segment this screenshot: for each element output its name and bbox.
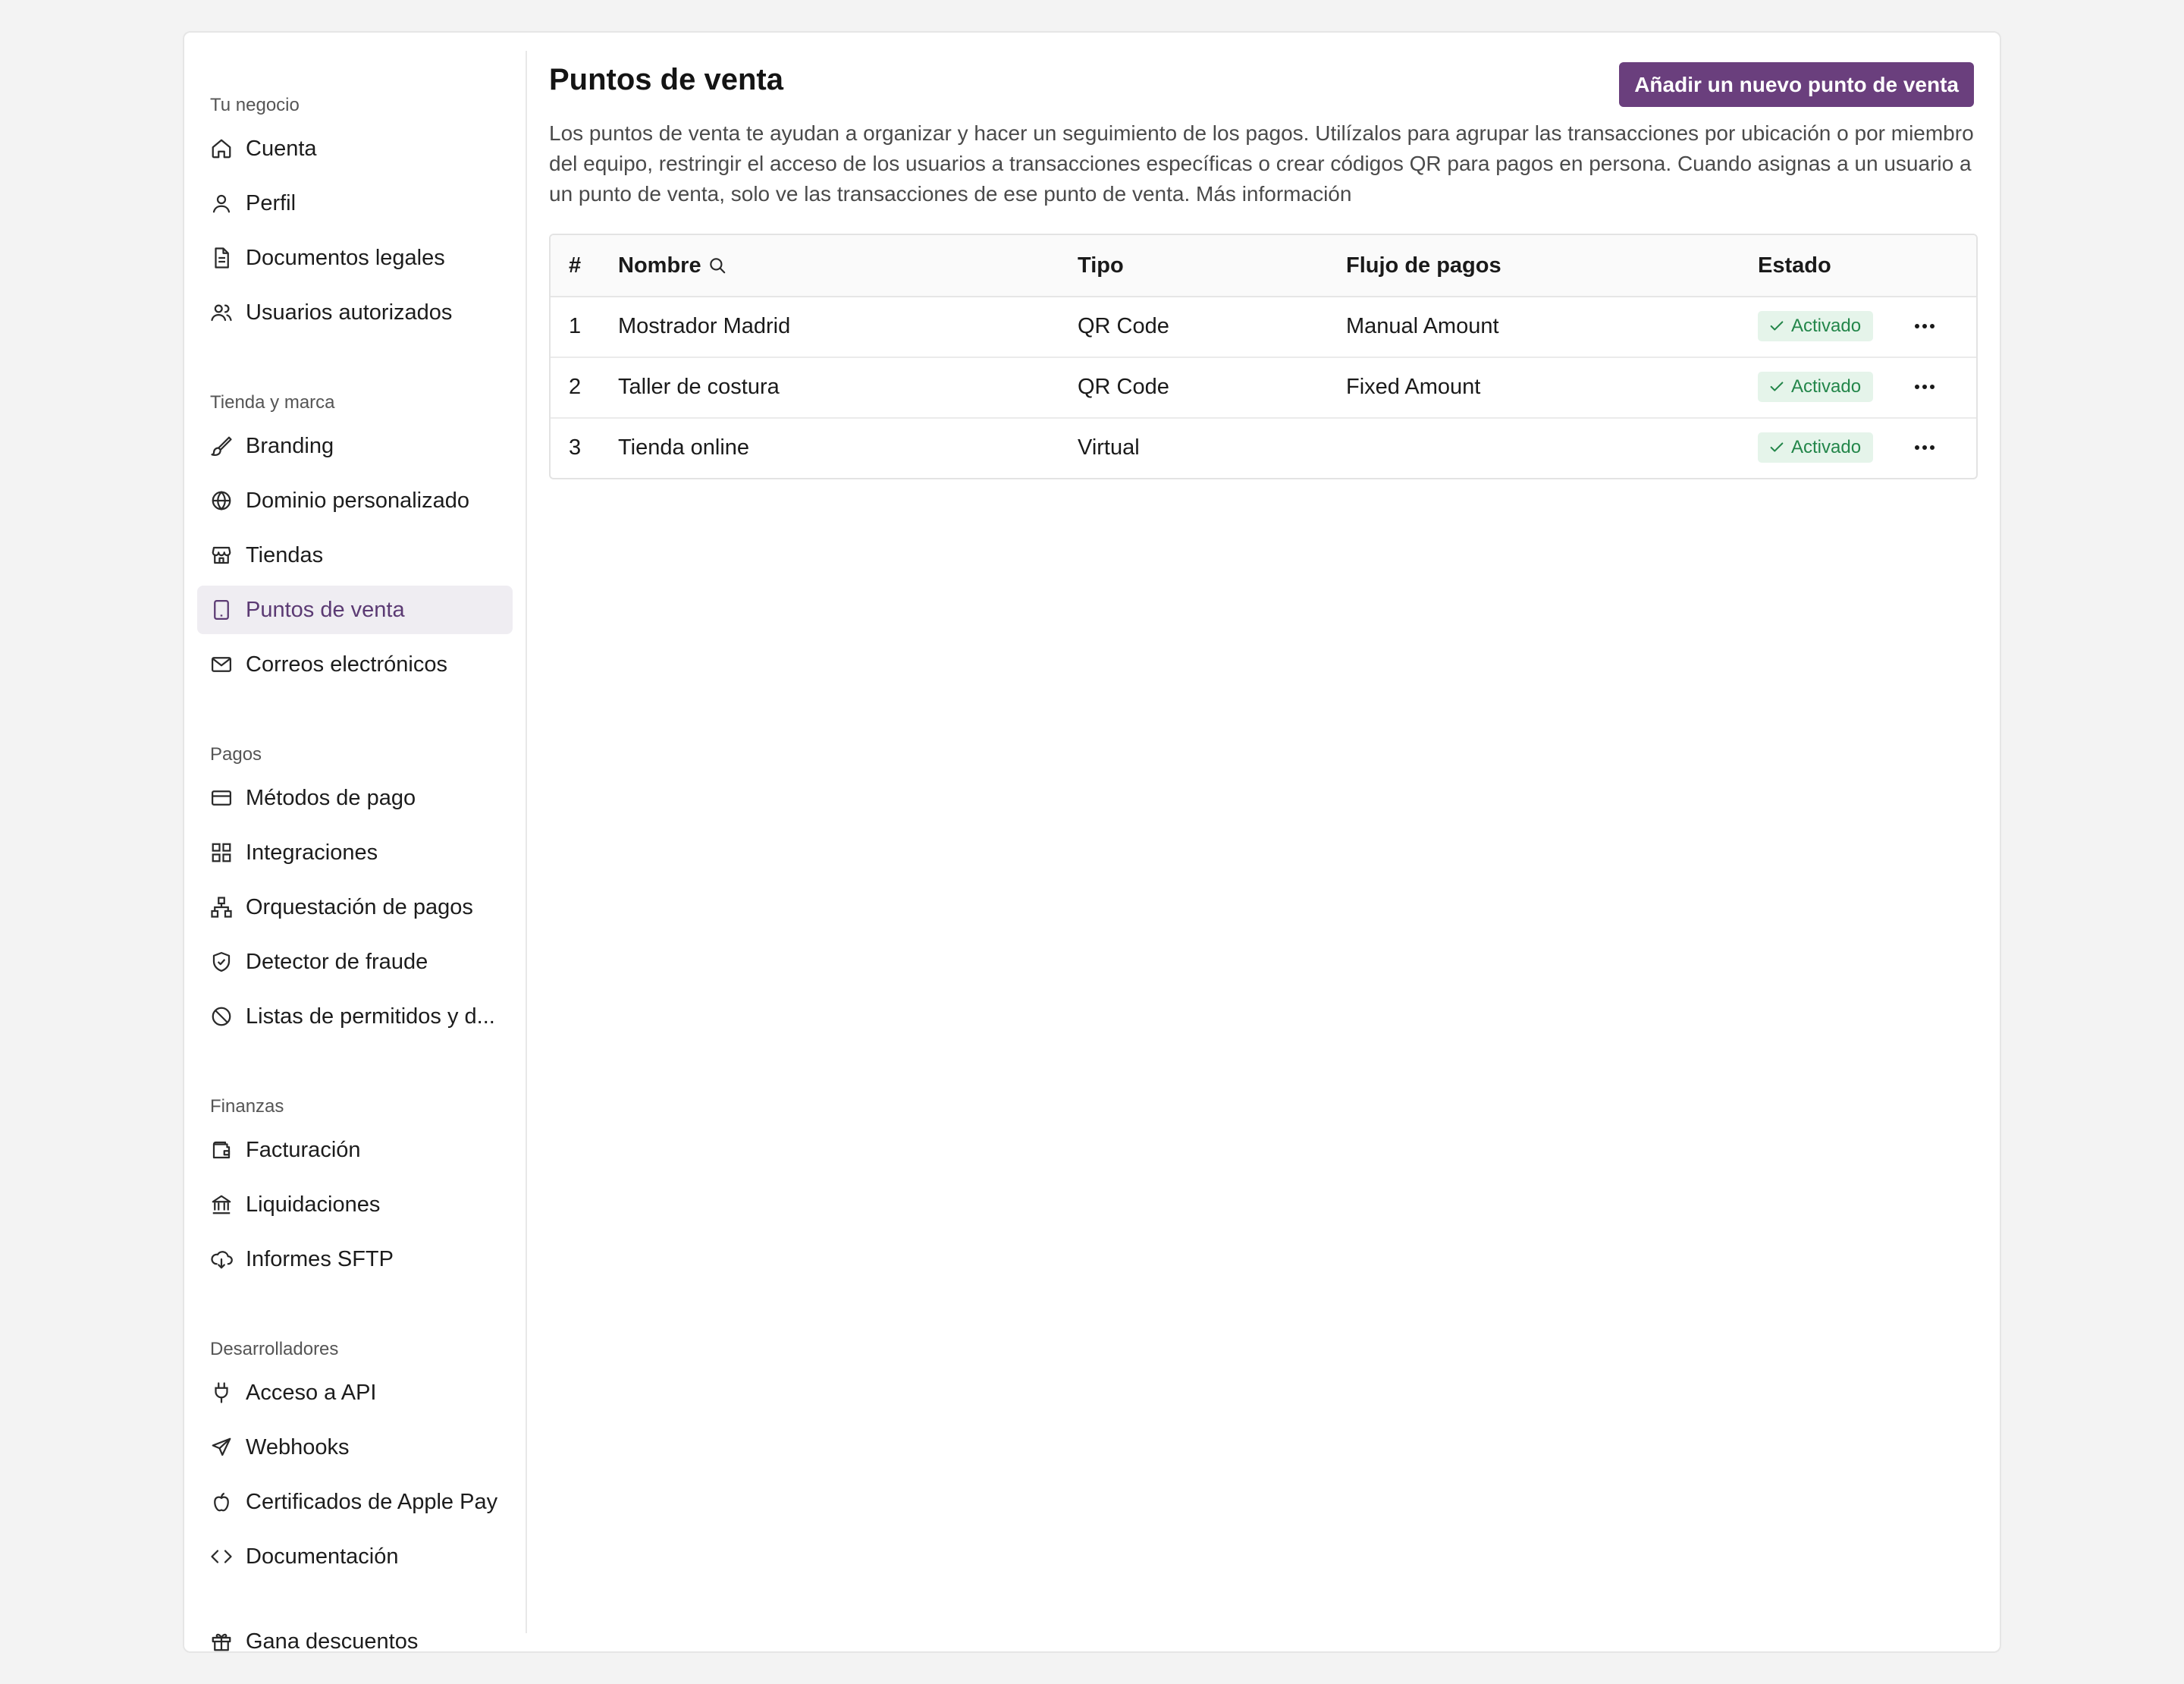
document-icon (210, 247, 233, 269)
sidebar-item-label: Acceso a API (246, 1380, 377, 1405)
row-actions (1909, 296, 1940, 357)
status-badge-label: Activado (1791, 376, 1862, 397)
sidebar-item-label: Métodos de pago (246, 785, 416, 810)
sidebar-item-label: Puntos de venta (246, 597, 405, 622)
sidebar-item-label: Informes SFTP (246, 1246, 394, 1271)
sidebar-item-facturacion[interactable] (197, 1126, 513, 1174)
section-label-finanzas: Finanzas (210, 1096, 284, 1117)
sidebar-item-label: Cuenta (246, 136, 317, 161)
sidebar-item-usuarios-autorizados[interactable] (197, 288, 513, 337)
table-header (551, 235, 1976, 297)
status-badge (1758, 311, 1873, 341)
column-header-number: # (569, 253, 582, 278)
more-options-icon[interactable] (1909, 311, 1940, 341)
wallet-icon (210, 1139, 233, 1161)
shield-check-icon (210, 950, 233, 973)
status-badge (1758, 372, 1873, 402)
sidebar-item-webhooks[interactable] (197, 1423, 513, 1472)
home-icon (210, 137, 233, 160)
sidebar-item-label: Listas de permitidos y d... (246, 1004, 495, 1029)
sidebar-item-label: Branding (246, 433, 334, 458)
sidebar-item-label: Webhooks (246, 1434, 350, 1459)
sidebar (184, 51, 527, 1654)
sidebar-item-label: Documentación (246, 1544, 399, 1569)
section-label-pagos: Pagos (210, 744, 262, 765)
sidebar-item-label: Gana descuentos (246, 1629, 419, 1654)
row-name: Tienda online (618, 435, 750, 460)
check-icon (1768, 318, 1785, 335)
search-icon[interactable] (708, 256, 727, 275)
sidebar-item-tiendas[interactable] (197, 531, 513, 580)
sidebar-item-orquestacion-de-pagos[interactable] (197, 883, 513, 932)
points-of-sale-table (549, 234, 1978, 479)
store-icon (210, 544, 233, 567)
sidebar-item-documentacion[interactable] (197, 1532, 513, 1581)
tablet-icon (210, 599, 233, 621)
globe-icon (210, 489, 233, 512)
mail-icon (210, 653, 233, 676)
column-header-name-label: Nombre (618, 253, 701, 278)
column-header-status: Estado (1758, 253, 1831, 278)
sidebar-item-label: Detector de fraude (246, 949, 428, 974)
section-label-tu-negocio: Tu negocio (210, 95, 300, 115)
status-badge-label: Activado (1791, 437, 1862, 457)
ban-icon (210, 1005, 233, 1028)
sidebar-item-label: Usuarios autorizados (246, 300, 453, 325)
row-status (1758, 296, 1873, 357)
row-name: Mostrador Madrid (618, 313, 791, 338)
sidebar-item-metodos-de-pago[interactable] (197, 774, 513, 822)
sidebar-item-cuenta[interactable] (197, 124, 513, 173)
brush-icon (210, 435, 233, 457)
settings-card (183, 31, 2001, 1653)
row-type: QR Code (1078, 374, 1169, 399)
section-label-tienda-y-marca: Tienda y marca (210, 392, 335, 413)
sidebar-item-label: Facturación (246, 1137, 361, 1162)
row-number: 3 (569, 435, 582, 460)
table-row[interactable] (551, 357, 1976, 419)
grid-icon (210, 841, 233, 864)
sidebar-item-certificados-apple-pay[interactable] (197, 1478, 513, 1526)
more-options-icon[interactable] (1909, 432, 1940, 463)
users-icon (210, 301, 233, 324)
sidebar-item-label: Correos electrónicos (246, 652, 447, 677)
column-header-flow: Flujo de pagos (1346, 253, 1502, 278)
sidebar-item-integraciones[interactable] (197, 828, 513, 877)
sidebar-item-acceso-a-api[interactable] (197, 1368, 513, 1417)
status-badge (1758, 432, 1873, 463)
sidebar-item-label: Documentos legales (246, 245, 445, 270)
row-actions (1909, 357, 1940, 417)
table-row[interactable] (551, 417, 1976, 478)
gift-icon (210, 1630, 233, 1653)
status-badge-label: Activado (1791, 316, 1862, 336)
sidebar-item-informes-sftp[interactable] (197, 1235, 513, 1283)
row-name: Taller de costura (618, 374, 780, 399)
sidebar-item-label: Integraciones (246, 840, 378, 865)
row-status (1758, 357, 1873, 417)
main-content (549, 33, 2000, 1651)
sidebar-item-label: Liquidaciones (246, 1192, 381, 1217)
sidebar-item-detector-de-fraude[interactable] (197, 938, 513, 986)
sidebar-item-dominio-personalizado[interactable] (197, 476, 513, 525)
row-number: 2 (569, 374, 582, 399)
row-actions (1909, 417, 1940, 478)
sidebar-item-correos-electronicos[interactable] (197, 640, 513, 689)
cloud-download-icon (210, 1248, 233, 1271)
sidebar-item-perfil[interactable] (197, 179, 513, 228)
bank-icon (210, 1193, 233, 1216)
column-header-type: Tipo (1078, 253, 1124, 278)
sidebar-item-label: Perfil (246, 190, 297, 215)
sidebar-item-label: Orquestación de pagos (246, 894, 473, 919)
sidebar-item-gana-descuentos[interactable] (197, 1617, 513, 1666)
code-icon (210, 1545, 233, 1568)
section-label-desarrolladores: Desarrolladores (210, 1339, 339, 1359)
sidebar-item-puntos-de-venta[interactable] (197, 586, 513, 634)
check-icon (1768, 379, 1785, 395)
user-icon (210, 192, 233, 215)
sidebar-item-listas-de-permitidos[interactable] (197, 992, 513, 1041)
send-icon (210, 1436, 233, 1459)
sidebar-item-documentos-legales[interactable] (197, 234, 513, 282)
page-description: Los puntos de venta te ayudan a organizar y hacer un seguimiento de los pagos. Utilízalos para agrupar las transacciones por ubicación o por miembro del equipo, restringir el acceso de los usuarios a transacciones específicas o crear códigos QR para pagos en persona. Cuando asignas a un usuario a un punto de venta, solo ve las transacciones de ese punto de venta. Más información (549, 121, 1974, 206)
apple-icon (210, 1491, 233, 1513)
sidebar-item-branding[interactable] (197, 422, 513, 470)
row-type: QR Code (1078, 313, 1169, 338)
row-type: Virtual (1078, 435, 1140, 460)
credit-card-icon (210, 787, 233, 809)
plug-icon (210, 1381, 233, 1404)
sidebar-item-label: Tiendas (246, 542, 324, 567)
sidebar-item-liquidaciones[interactable] (197, 1180, 513, 1229)
check-icon (1768, 439, 1785, 456)
column-header-name[interactable] (618, 235, 727, 296)
more-options-icon[interactable] (1909, 372, 1940, 402)
add-point-of-sale-button[interactable]: Añadir un nuevo punto de venta (1619, 62, 1974, 107)
page-title: Puntos de venta (549, 63, 783, 96)
sidebar-item-label: Certificados de Apple Pay (246, 1489, 498, 1514)
sidebar-item-label: Dominio personalizado (246, 488, 469, 513)
row-number: 1 (569, 313, 582, 338)
table-row[interactable] (551, 296, 1976, 358)
row-flow: Fixed Amount (1346, 374, 1481, 399)
network-icon (210, 896, 233, 919)
row-status (1758, 417, 1873, 478)
row-flow: Manual Amount (1346, 313, 1499, 338)
